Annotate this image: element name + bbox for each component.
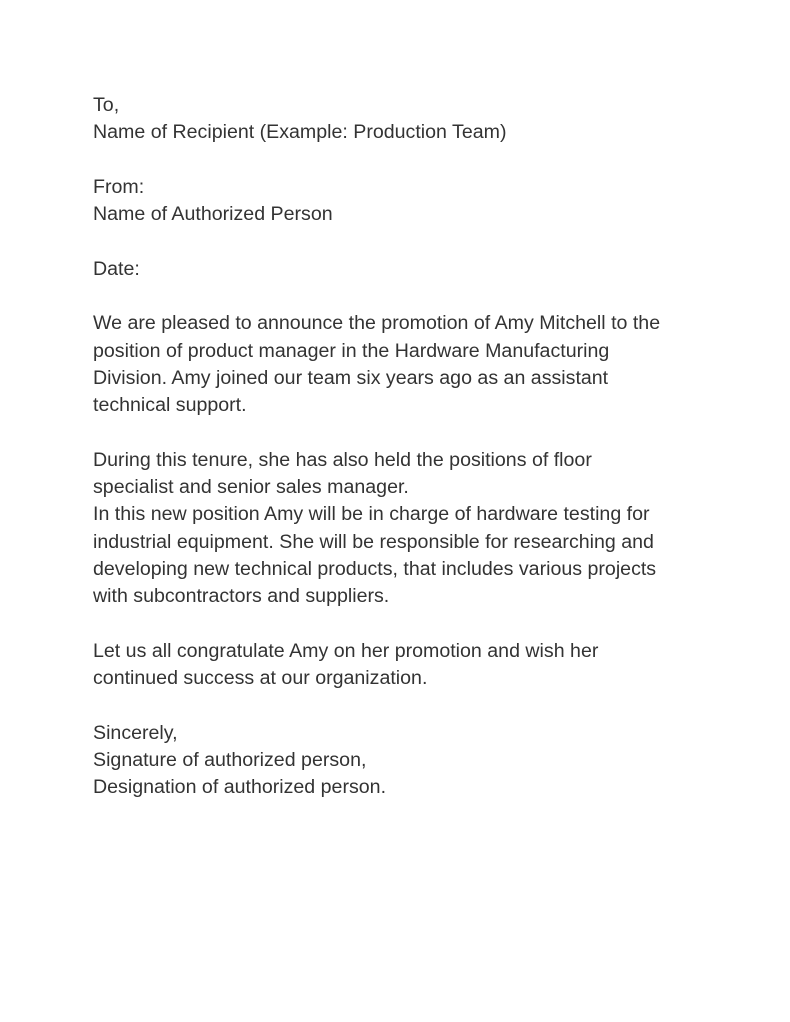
paragraph-line: In this new position Amy will be in charge of hardware testing for	[93, 503, 650, 526]
spacer	[93, 283, 733, 310]
recipient-name: Name of Recipient (Example: Production Team)	[93, 121, 507, 144]
paragraph-line: with subcontractors and suppliers.	[93, 585, 390, 608]
paragraph-line: developing new technical products, that includes various projects	[93, 558, 657, 581]
sender-name: Name of Authorized Person	[93, 203, 333, 226]
signature-block	[93, 720, 733, 802]
spacer	[93, 228, 733, 255]
paragraph-line: industrial equipment. She will be responsible for researching and	[93, 530, 654, 553]
from-label: From:	[93, 175, 145, 198]
spacer	[93, 420, 733, 447]
paragraph-line: technical support.	[93, 394, 247, 417]
designation: Designation of authorized person.	[93, 776, 387, 799]
paragraph-line: During this tenure, she has also held the positions of floor	[93, 448, 592, 471]
closing: Sincerely,	[93, 721, 178, 744]
spacer	[93, 693, 733, 720]
to-label: To,	[93, 94, 120, 116]
signature: Signature of authorized person,	[93, 749, 367, 772]
body-paragraph-2	[93, 447, 733, 611]
spacer	[93, 147, 733, 174]
body-paragraph-3	[93, 638, 733, 693]
paragraph-line: Division. Amy joined our team six years ago as an assistant	[93, 366, 609, 389]
letter-page	[93, 92, 733, 802]
address-block	[93, 92, 733, 310]
paragraph-line: specialist and senior sales manager.	[93, 476, 409, 499]
paragraph-line: Let us all congratulate Amy on her promotion and wish her	[93, 639, 599, 662]
body-paragraph-1	[93, 310, 733, 419]
paragraph-line: continued success at our organization.	[93, 667, 428, 690]
spacer	[93, 611, 733, 638]
paragraph-line: position of product manager in the Hardware Manufacturing	[93, 339, 610, 362]
date-label: Date:	[93, 257, 140, 280]
paragraph-line: We are pleased to announce the promotion of Amy Mitchell to the	[93, 312, 661, 335]
